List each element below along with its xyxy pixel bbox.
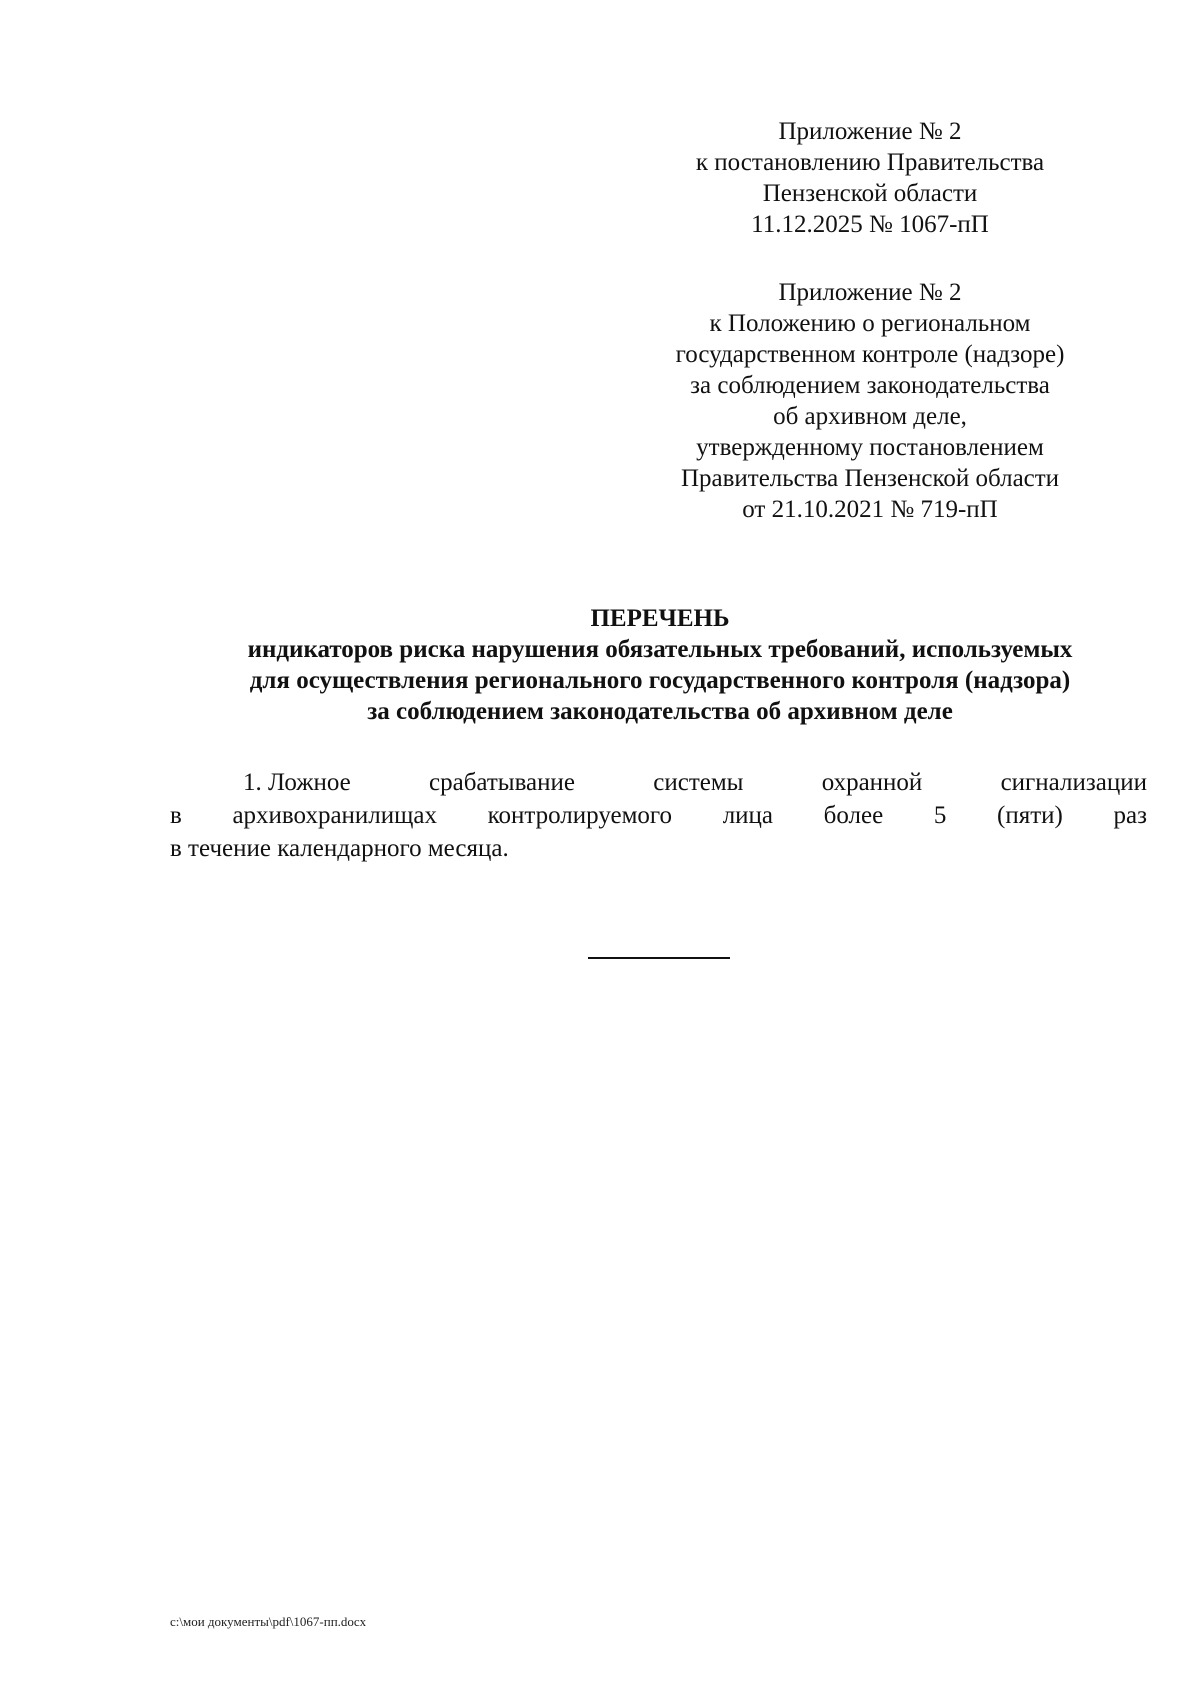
document-heading: ПЕРЕЧЕНЬ (590, 605, 730, 632)
item-word: охранной (821, 769, 923, 796)
document-title-block (170, 603, 1150, 727)
item-word: в (170, 802, 182, 829)
risk-indicator-item-1 (170, 766, 1147, 865)
item-word: контролируемого (487, 802, 673, 829)
annex-resolution-date-number: 11.12.2025 № 1067-пП (751, 211, 989, 238)
annex-regulation-line: об архивном деле, (773, 403, 967, 430)
document-subtitle-line: для осуществления регионального государственного контроля (надзора) (249, 667, 1071, 694)
annex-regulation-line: к Положению о региональном (709, 310, 1031, 337)
item-text-end: в течение календарного месяца. (170, 835, 509, 862)
item-word: 5 (933, 802, 947, 829)
annex-regulation-line: Приложение № 2 (778, 279, 962, 306)
annex-resolution-line: Приложение № 2 (778, 118, 962, 145)
annex-regulation-line: утвержденному постановлением (696, 434, 1044, 461)
annex-resolution-line: к постановлению Правительства (695, 149, 1045, 176)
item-word: лица (722, 802, 774, 829)
item-word: системы (653, 769, 744, 796)
item-word: срабатывание (429, 769, 576, 796)
item-word: раз (1113, 802, 1147, 829)
annex-regulation-line: государственном контроле (надзоре) (675, 341, 1065, 368)
item-text-line (170, 832, 1147, 865)
item-word: (пяти) (997, 802, 1063, 829)
item-word: архивохранилищах (232, 802, 437, 829)
annex-resolution-reference (620, 116, 1120, 240)
annex-regulation-line: Правительства Пензенской области (680, 465, 1060, 492)
document-subtitle-line: индикаторов риска нарушения обязательных требований, используемых (247, 636, 1073, 663)
annex-regulation-line: за соблюдением законодательства (690, 372, 1050, 399)
document-subtitle-line: за соблюдением законодательства об архивном деле (367, 698, 953, 725)
item-word: сигнализации (1000, 769, 1147, 796)
annex-resolution-line: Пензенской области (762, 180, 978, 207)
item-word: более (823, 802, 884, 829)
footer-file-path: c:\мои документы\pdf\1067-пп.docx (170, 1614, 367, 1629)
item-word: 1. Ложное (243, 769, 351, 796)
item-text-line (170, 799, 1147, 832)
annex-regulation-date-number: от 21.10.2021 № 719-пП (742, 496, 998, 523)
annex-regulation-reference (620, 277, 1120, 525)
end-separator-line (588, 957, 730, 959)
item-text-line (170, 766, 1147, 799)
